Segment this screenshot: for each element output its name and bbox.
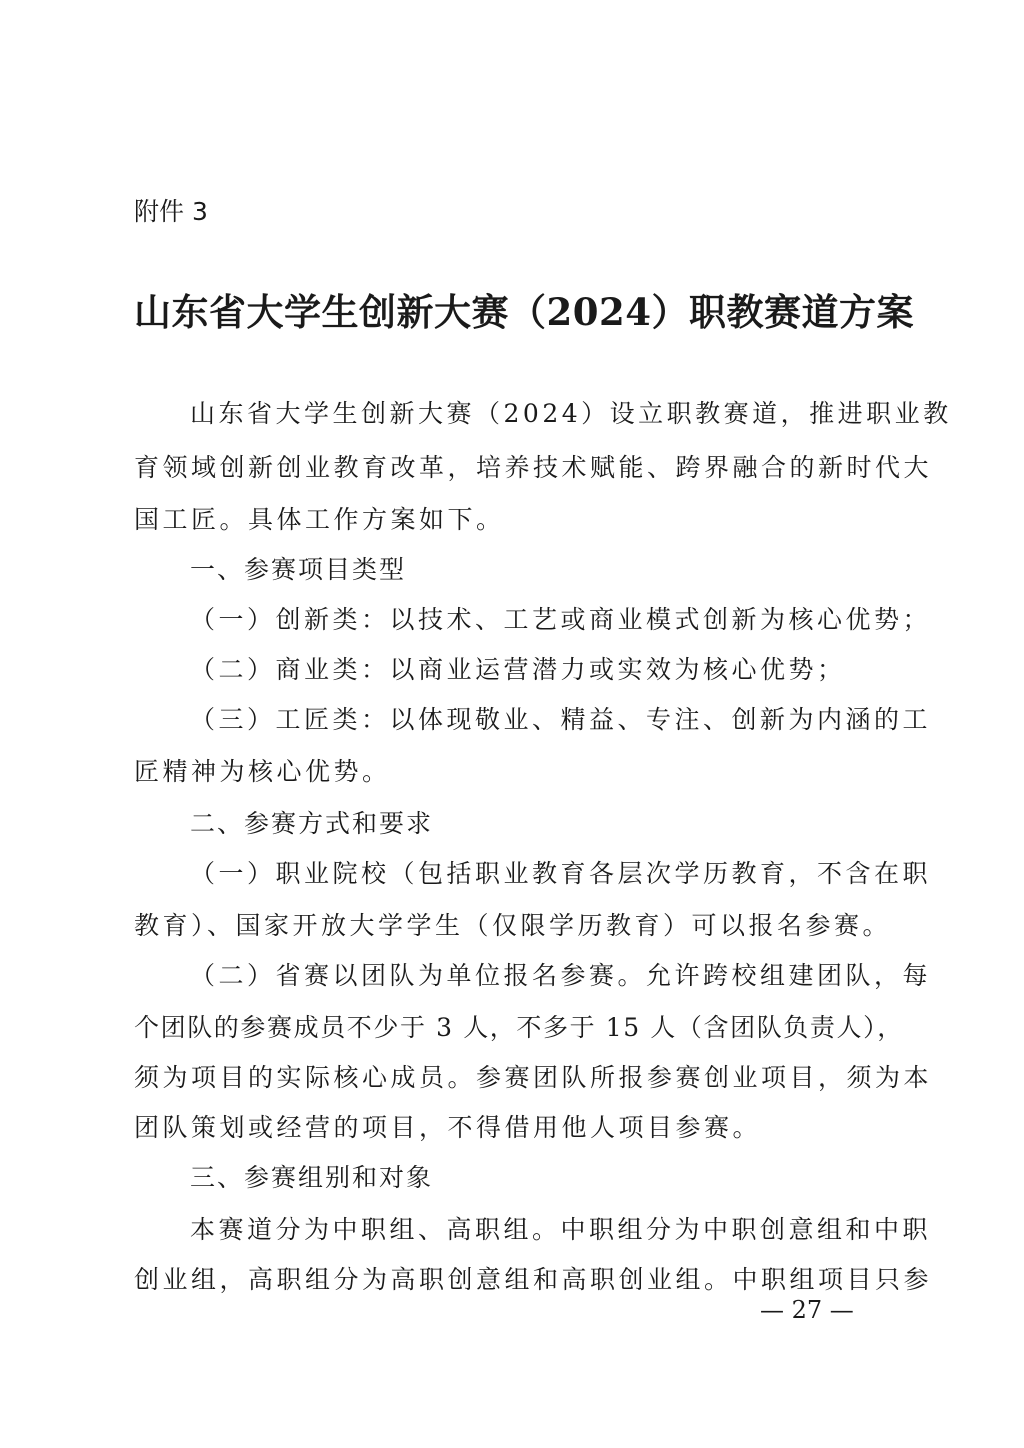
section-heading: 二、参赛方式和要求 [190, 809, 434, 838]
paragraph-line: 个团队的参赛成员不少于 3 人，不多于 15 人（含团队负责人）， [134, 1013, 904, 1042]
paragraph-line: 团队策划或经营的项目，不得借用他人项目参赛。 [134, 1113, 762, 1142]
paragraph-line: 育领域创新创业教育改革，培养技术赋能、跨界融合的新时代大 [134, 453, 933, 482]
paragraph-line: （一）创新类：以技术、工艺或商业模式创新为核心优势； [190, 605, 932, 634]
paragraph-line: （三）工匠类：以体现敬业、精益、专注、创新为内涵的工 [190, 705, 932, 734]
section-heading: 三、参赛组别和对象 [190, 1163, 434, 1192]
paragraph-line: 山东省大学生创新大赛（2024）设立职教赛道，推进职业教 [190, 399, 952, 428]
paragraph-line: （一）职业院校（包括职业教育各层次学历教育，不含在职 [190, 859, 932, 888]
page-number: — 27 — [760, 1296, 854, 1324]
paragraph-line: 须为项目的实际核心成员。参赛团队所报参赛创业项目，须为本 [134, 1063, 933, 1092]
attachment-label: 附件 3 [134, 197, 208, 226]
paragraph-line: 教育）、国家开放大学学生（仅限学历教育）可以报名参赛。 [134, 911, 892, 940]
paragraph-line: 国工匠。具体工作方案如下。 [134, 505, 505, 534]
paragraph-line: 创业组，高职组分为高职创意组和高职创业组。中职组项目只参 [134, 1265, 933, 1294]
document-title: 山东省大学生创新大赛（2024）职教赛道方案 [134, 290, 914, 334]
paragraph-line: 本赛道分为中职组、高职组。中职组分为中职创意组和中职 [190, 1215, 932, 1244]
section-heading: 一、参赛项目类型 [190, 555, 407, 584]
paragraph-line: （二）商业类：以商业运营潜力或实效为核心优势； [190, 655, 846, 684]
paragraph-line: 匠精神为核心优势。 [134, 757, 391, 786]
paragraph-line: （二）省赛以团队为单位报名参赛。允许跨校组建团队，每 [190, 961, 932, 990]
